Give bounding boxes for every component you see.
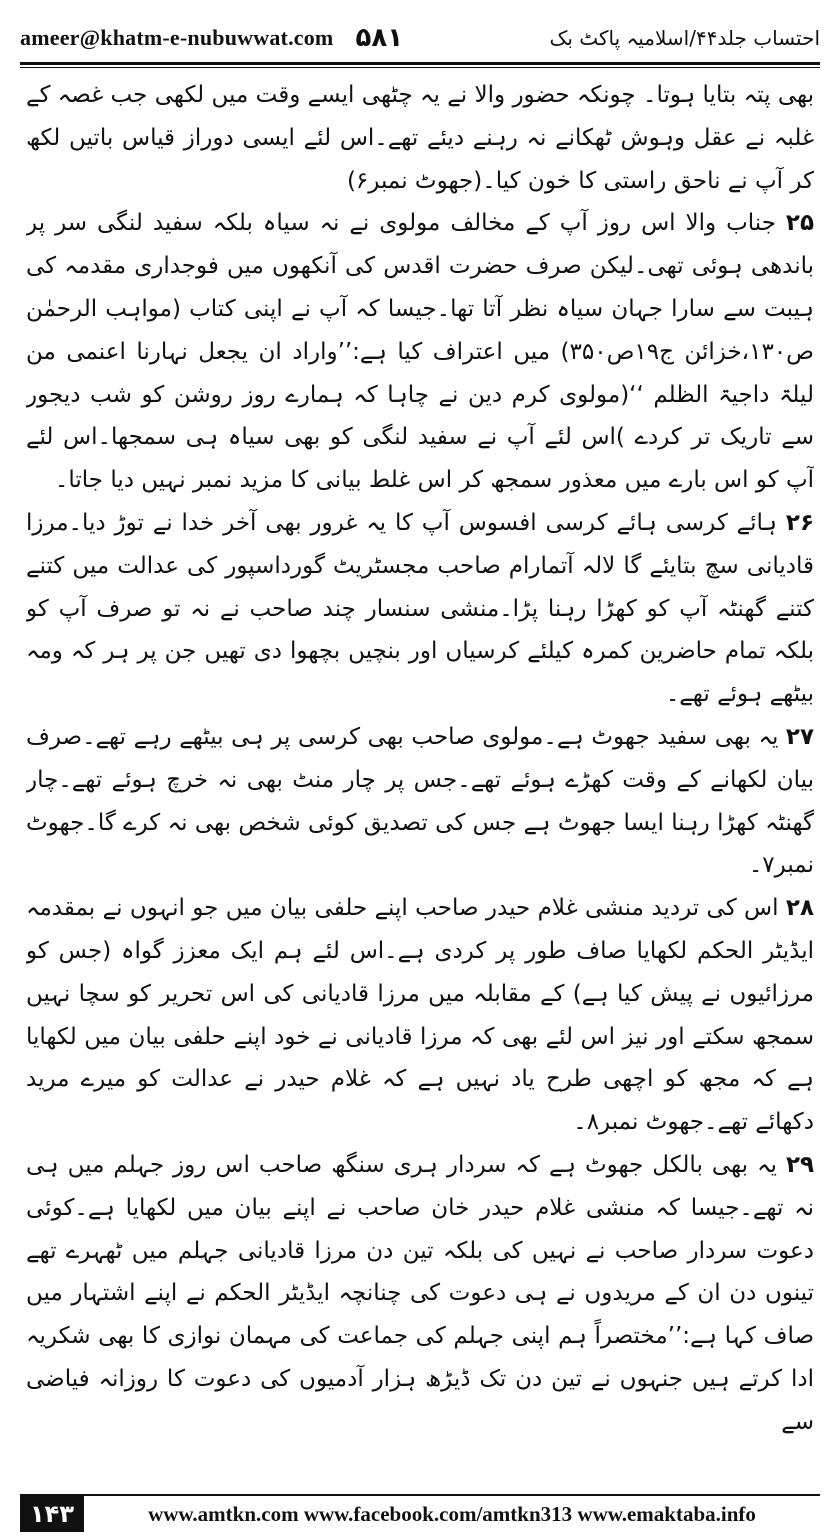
page-header bbox=[20, 18, 820, 58]
header-left bbox=[20, 23, 403, 53]
paragraph-number: ۲۵ bbox=[785, 210, 814, 237]
paragraph bbox=[26, 74, 814, 202]
paragraph-text: بھی پتہ بتایا ہوتا۔ چونکہ حضور والا نے یہ چٹھی ایسے وقت میں لکھی جب غصہ کے غلبہ نے عقل وہوش ٹھکانے نہ رہنے دیئے تھے۔اس لئے ایسی دوراز قیاس باتیں لکھ کر آپ نے ناحق راستی کا خون کیا۔(جھوٹ نمبر۶) bbox=[26, 82, 814, 194]
paragraph bbox=[26, 716, 814, 887]
paragraph-number: ۲۹ bbox=[785, 1151, 814, 1178]
header-page-number: ۵۸۱ bbox=[355, 23, 404, 53]
header-email: ameer@khatm-e-nubuwwat.com bbox=[20, 25, 334, 50]
paragraph-text: یہ بھی سفید جھوٹ ہے۔مولوی صاحب بھی کرسی پر ہی بیٹھے رہے تھے۔صرف بیان لکھانے کے وقت کھڑے ہوئے تھے۔جس پر چار منٹ بھی نہ خرچ ہوئے تھے۔چار گھنٹہ کھڑا رہنا ایسا جھوٹ ہے جس کی تصدیق کوئی شخص بھی نہ کرے گا۔جھوٹ نمبر۷۔ bbox=[26, 723, 814, 879]
paragraph-text: اس کی تردید منشی غلام حیدر صاحب اپنے حلفی بیان میں جو انہوں نے بمقدمہ ایڈیٹر الحکم لکھایا صاف طور پر کردی ہے۔اس لئے ہم ایک معزز گواہ (جس کو مرزائیوں نے پیش کیا ہے) کے مقابلہ میں مرزا قادیانی کی اس تحریر کو سچا نہیں سمجھ سکتے اور نیز اس لئے بھی کہ مرزا قادیانی نے خود اپنے حلفی بیان میں لکھایا ہے کہ مجھ کو اچھی طرح یاد نہیں ہے کہ غلام حیدر نے عدالت کو میرے مرید دکھائے تھے۔جھوٹ نمبر۸۔ bbox=[26, 895, 814, 1136]
page-body bbox=[26, 74, 814, 1492]
page-footer bbox=[20, 1496, 820, 1532]
paragraph-text: یہ بھی بالکل جھوٹ ہے کہ سردار ہری سنگھ صاحب اس روز جہلم میں ہی نہ تھے۔جیسا کہ منشی غلام حیدر خان صاحب نے اپنے بیان میں لکھایا ہے۔کوئی دعوت سردار صاحب نے نہیں کی بلکہ تین دن مرزا قادیانی جہلم میں ٹھہرے تھے تینوں دن ان کے مریدوں نے ہی دعوت کی چنانچہ ایڈیٹر الحکم نے اپنے اشتہار میں صاف کہا ہے:’’مختصراً ہم اپنی جہلم کی جماعت کی مہمان نوازی کا بھی شکریہ ادا کرتے ہیں جنہوں نے تین دن تک ڈیڑھ ہزار آدمیوں کی دعوت کا روزانہ فیاضی سے bbox=[26, 1151, 814, 1435]
paragraph bbox=[26, 202, 814, 502]
paragraph bbox=[26, 502, 814, 716]
paragraph bbox=[26, 887, 814, 1144]
paragraph bbox=[26, 1144, 814, 1444]
footer-folio: ۱۴۳ bbox=[20, 1496, 84, 1532]
footer-links: www.amtkn.com www.facebook.com/amtkn313 www.emaktaba.info bbox=[148, 1501, 756, 1526]
header-rule-thick bbox=[20, 62, 820, 65]
paragraph-number: ۲۶ bbox=[785, 509, 814, 536]
paragraph-number: ۲۸ bbox=[785, 895, 814, 922]
paragraph-text: ہائے کرسی ہائے کرسی افسوس آپ کا یہ غرور بھی آخر خدا نے توڑ دیا۔مرزا قادیانی سچ بتایئے گا لالہ آتمارام صاحب مجسٹریٹ گورداسپور کی عدالت میں کتنے کتنے گھنٹہ آپ کو کھڑا رہنا پڑا۔منشی سنسار چند صاحب نے نہ تو صرف آپ کو بلکہ تمام حاضرین کمرہ کیلئے کرسیاں اور بنچیں بچھوا دی تھیں جن پر ہر کہ ومہ بیٹھے ہوئے تھے۔ bbox=[26, 509, 814, 708]
header-book-title: احتساب جلد۴۴/اسلامیہ پاکٹ بک bbox=[549, 26, 820, 50]
paragraph-text: جناب والا اس روز آپ کے مخالف مولوی نے نہ سیاہ بلکہ سفید لنگی سر پر باندھی ہوئی تھی۔لیکن صرف حضرت اقدس کی آنکھوں میں فوجداری مقدمہ کی ہیبت سے سارا جہان سیاہ نظر آتا تھا۔جیسا کہ آپ نے اپنی کتاب (مواہب الرحمٰن ص۱۳۰،خزائن ج۱۹ص۳۵۰) میں اعتراف کیا ہے:’’واراد ان یجعل نہارنا اعنمی من لیلۃ داجیۃ الظلم ‘‘(مولوی کرم دین نے چاہا کہ ہمارے روز روشن کو شب دیجور سے تاریک تر کردے )اس لئے آپ نے سفید لنگی کو بھی سیاہ ہی سمجھا۔اس لئے آپ کو اس بارے میں معذور سمجھ کر اس غلط بیانی کا مزید نمبر نہیں دیا جاتا۔ bbox=[26, 210, 814, 494]
paragraph-number: ۲۷ bbox=[785, 723, 814, 750]
header-rule-thin bbox=[20, 67, 820, 68]
